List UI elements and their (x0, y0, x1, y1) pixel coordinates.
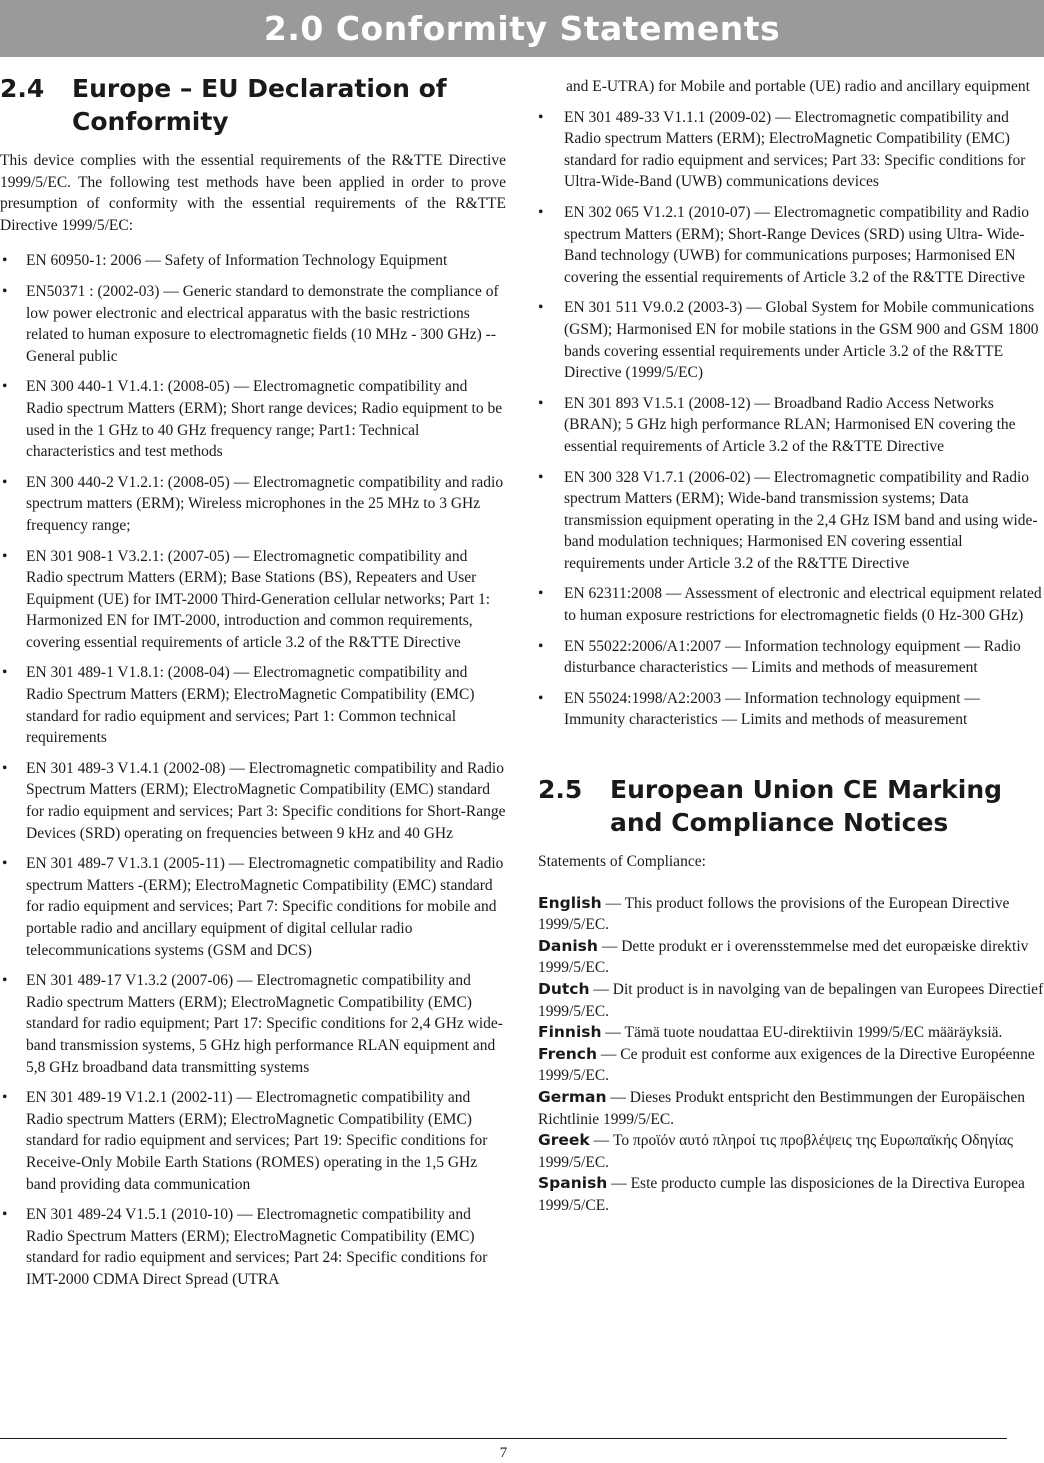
language-name: Danish (538, 936, 598, 955)
language-text: — This product follows the provisions of the European Directive 1999/5/EC. (538, 894, 1010, 934)
language-name: Spanish (538, 1174, 608, 1193)
language-statement-danish (538, 936, 1044, 979)
bullet-icon: • (538, 689, 544, 707)
list-item (538, 583, 1044, 626)
list-item (0, 662, 506, 748)
list-item (538, 393, 1044, 458)
bullet-icon: • (538, 203, 544, 221)
list-item-text: EN 301 489-1 V1.8.1: (2008-04) — Electromagnetic compatibility and Radio Spectrum Matters (ERM); ElectroMagnetic Compatibility (EMC) standard for radio equipment and services; Part 1: Common technical requirements (26, 664, 475, 747)
language-text: — Dieses Produkt entspricht den Bestimmungen der Europäischen Richtlinie 1999/5/EC. (538, 1088, 1025, 1128)
right-column (538, 76, 1044, 1217)
list-item (538, 202, 1044, 288)
list-item-text: EN50371 : (2002-03) — Generic standard to demonstrate the compliance of low power electronic and electrical apparatus with the basic restrictions related to human exposure to electromagnetic fields (10 MHz - 300 GHz) -- General public (26, 282, 499, 365)
standards-list-continued (538, 107, 1044, 731)
bullet-icon: • (2, 378, 8, 396)
section-2-5-heading (538, 773, 1044, 839)
bullet-icon: • (2, 759, 8, 777)
language-text: — Dit product is in navolging van de bepalingen van Europees Directief 1999/5/EC. (538, 981, 1044, 1020)
language-statement-english (538, 893, 1044, 936)
bullet-icon: • (2, 547, 8, 565)
language-statement-dutch (538, 979, 1044, 1022)
section-2-4-intro: This device complies with the essential requirements of the R&TTE Directive 1999/5/EC. The following test methods have been applied in order to prove presumption of conformity with the essential requirements of the R&TTE Directive 1999/5/EC: (0, 152, 506, 234)
language-statement-finnish (538, 1022, 1044, 1044)
bullet-icon: • (2, 252, 8, 270)
list-item-text: EN 301 893 V1.5.1 (2008-12) — Broadband Radio Access Networks (BRAN); 5 GHz high performance RLAN; Harmonised EN covering the essential requirements of Article 3.2 of the R&TTE Directive (564, 394, 1016, 455)
section-number: 2.5 (538, 775, 583, 805)
section-title: European Union CE Marking and Compliance Notices (610, 775, 1003, 838)
list-item-text: EN 62311:2008 — Assessment of electronic and electrical equipment related to human exposure restrictions for electromagnetic fields (0 Hz-300 GHz) (564, 585, 1042, 625)
language-statement-german (538, 1087, 1044, 1130)
list-item (0, 250, 506, 272)
language-name: French (538, 1044, 598, 1063)
list-item (0, 281, 506, 367)
list-item (538, 297, 1044, 383)
language-name: Greek (538, 1131, 590, 1150)
language-text: — Ce produit est conforme aux exigences de la Directive Européenne 1999/5/EC. (538, 1045, 1035, 1085)
language-statement-spanish (538, 1173, 1044, 1216)
language-name: German (538, 1087, 607, 1106)
header-title: 2.0 Conformity Statements (263, 9, 781, 48)
list-item-text: EN 301 908-1 V3.2.1: (2007-05) — Electromagnetic compatibility and Radio spectrum Matters (ERM); Base Stations (BS), Repeaters and User Equipment (UE) for IMT-2000 Third-Generation cellular networks; Part 1: Harmonized EN for IMT-2000, introduction and common requirements, covering essential requirements of article 3.2 of the R&TTE Directive (26, 547, 491, 651)
bullet-icon: • (2, 282, 8, 300)
list-item (538, 636, 1044, 679)
bullet-icon: • (538, 394, 544, 412)
list-item (538, 467, 1044, 575)
bullet-icon: • (538, 108, 544, 126)
bullet-icon: • (538, 637, 544, 655)
section-title: Europe – EU Declaration of Conformity (72, 74, 447, 136)
language-text: — Tämä tuote noudattaa EU-direktiivin 1999/5/EC määräyksiä. (601, 1024, 1003, 1042)
section-2-4-heading (0, 72, 506, 138)
list-item-text: EN 301 489-3 V1.4.1 (2002-08) — Electromagnetic compatibility and Radio Spectrum Matters (ERM); ElectroMagnetic Compatibility (EMC) standard for radio equipment and services; Part 3: Specific conditions for Short-Range Devices (SRD) operating on frequencies between 9 kHz and 40 GHz (26, 759, 506, 842)
list-item-text: EN 301 489-7 V1.3.1 (2005-11) — Electromagnetic compatibility and Radio spectrum Matters -(ERM); ElectroMagnetic Compatibility (EMC) standard for radio equipment and services; Part 7: Specific conditions for mobile and portable radio and ancillary equipment of digital cellular radio telecommunications systems (GSM and DCS) (26, 855, 504, 959)
list-item (0, 1087, 506, 1195)
bullet-icon: • (538, 299, 544, 317)
list-item (538, 107, 1044, 193)
list-item-text: EN 301 489-24 V1.5.1 (2010-10) — Electromagnetic compatibility and Radio Spectrum Matters (ERM); ElectroMagnetic Compatibility (EMC) standard for radio equipment and services; Part 24: Specific conditions for IMT-2000 CDMA Direct Spread (UTRA (26, 1206, 488, 1288)
list-item-text: EN 301 489-17 V1.3.2 (2007-06) — Electromagnetic compatibility and Radio spectrum Matters (ERM); ElectroMagnetic Compatibility (EMC) standard for radio equipment; Part 17: Specific conditions for 2,4 GHz wide-band transmission systems, 5 GHz high performance RLAN equipment and 5,8 GHz broadband data transmitting systems (26, 972, 503, 1076)
language-text: — Este producto cumple las disposiciones de la Directiva Europea 1999/5/CE. (538, 1175, 1025, 1214)
bullet-icon: • (2, 972, 8, 990)
list-item-text: EN 300 440-1 V1.4.1: (2008-05) — Electromagnetic compatibility and Radio spectrum Matters (ERM); Short range devices; Radio equipment to be used in the 1 GHz to 40 GHz frequency range; Part1: Technical characteristics and test methods (26, 378, 503, 461)
language-statement-greek (538, 1130, 1044, 1173)
statements-intro: Statements of Compliance: (538, 853, 706, 871)
bullet-icon: • (2, 1206, 8, 1224)
list-item (0, 853, 506, 961)
list-item (0, 758, 506, 844)
continued-list-item-text: and E-UTRA) for Mobile and portable (UE) radio and ancillary equipment (566, 78, 1030, 95)
list-item-text: EN 301 489-19 V1.2.1 (2002-11) — Electromagnetic compatibility and Radio spectrum Matters (ERM); ElectroMagnetic Compatibility (EMC) standard for radio equipment and services; Part 19: Specific conditions for Receive-Only Mobile Earth Stations (ROMES) operating in the 1,5 GHz band providing data communication (26, 1089, 488, 1193)
language-name: English (538, 893, 602, 912)
list-item (0, 1204, 506, 1290)
list-item-text: EN 60950-1: 2006 — Safety of Information Technology Equipment (26, 252, 448, 270)
list-item-text: EN 55022:2006/A1:2007 — Information technology equipment — Radio disturbance characteristics — Limits and methods of measurement (564, 637, 1021, 677)
list-item-text: EN 301 489-33 V1.1.1 (2009-02) — Electromagnetic compatibility and Radio spectrum Matters (ERM); ElectroMagnetic Compatibility (EMC) standard for radio equipment and services; Part 33: Specific conditions for Ultra-Wide-Band (UWB) communications devices (564, 108, 1026, 191)
list-item (0, 546, 506, 654)
list-item (0, 472, 506, 537)
bullet-icon: • (538, 585, 544, 603)
bullet-icon: • (2, 473, 8, 491)
bullet-icon: • (2, 664, 8, 682)
list-item-text: EN 302 065 V1.2.1 (2010-07) — Electromagnetic compatibility and Radio spectrum Matters (ERM); Short-Range Devices (SRD) using Ultra- Wide-Band technology (UWB) for communications purposes; Harmonised EN covering the essential requirements of Article 3.2 of the R&TTE Directive (564, 203, 1030, 286)
list-item-text: EN 300 440-2 V1.2.1: (2008-05) — Electromagnetic compatibility and radio spectrum matters (ERM); Wireless microphones in the 25 MHz to 3 GHz frequency range; (26, 473, 504, 534)
language-text: — Dette produkt er i overensstemmelse med det europæiske direktiv 1999/5/EC. (538, 937, 1029, 977)
list-item (0, 376, 506, 462)
bullet-icon: • (538, 468, 544, 486)
language-text: — Το προϊόν αυτό πληροί τις προβλέψεις της Ευρωπαϊκής Οδηγίας 1999/5/EC. (538, 1132, 1013, 1171)
language-name: Finnish (538, 1023, 602, 1042)
list-item (538, 688, 1044, 731)
list-item (0, 970, 506, 1078)
language-name: Dutch (538, 980, 590, 998)
list-item-text: EN 55024:1998/A2:2003 — Information technology equipment — Immunity characteristics — Limits and methods of measurement (564, 689, 980, 729)
standards-list (0, 250, 506, 1290)
list-item-text: EN 300 328 V1.7.1 (2006-02) — Electromagnetic compatibility and Radio spectrum Matters (ERM); Wide-band transmission systems; Data transmission equipment operating in the 2,4 GHz ISM band and using wide-band modulation techniques; Harmonised EN covering essential requirements under Article 3.2 of the R&TTE Directive (564, 468, 1038, 572)
left-column (0, 72, 506, 1300)
bullet-icon: • (2, 1089, 8, 1107)
bullet-icon: • (2, 855, 8, 873)
page-number: 7 (499, 1445, 508, 1461)
language-statement-french (538, 1044, 1044, 1087)
page-header (0, 0, 1044, 57)
footer-divider (0, 1438, 1007, 1439)
list-item-text: EN 301 511 V9.0.2 (2003-3) — Global System for Mobile communications (GSM); Harmonised EN for mobile stations in the GSM 900 and GSM 1800 bands covering essential requirements under Article 3.2 of the R&TTE Directive (1999/5/EC) (564, 299, 1039, 382)
section-number: 2.4 (0, 74, 45, 103)
